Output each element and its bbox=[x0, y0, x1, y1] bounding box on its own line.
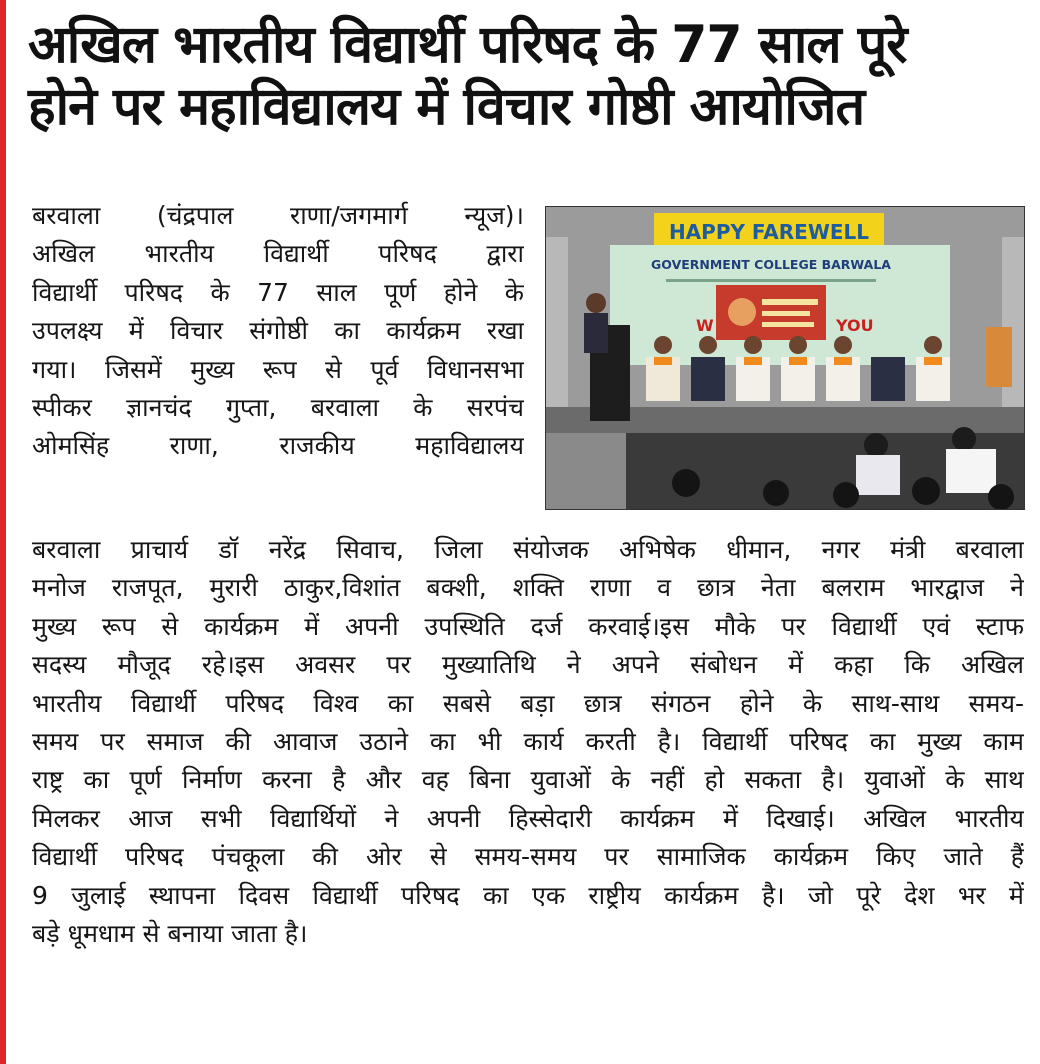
headline bbox=[28, 14, 1028, 138]
article-line: मुख्य रूप से कार्यक्रम में अपनी उपस्थिति दर्ज करवाई।इस मौके पर विद्यार्थी एवं स्टाफ bbox=[32, 611, 1024, 641]
article-line: भारतीय विद्यार्थी परिषद विश्व का सबसे बड़ा छात्र संगठन होने के साथ-साथ समय- bbox=[32, 688, 1024, 718]
article-line: राष्ट्र का पूर्ण निर्माण करना है और वह बिना युवाओं के नहीं हो सकता है। युवाओं के साथ bbox=[32, 765, 1024, 795]
article-line: मनोज राजपूत, मुरारी ठाकुर,विशांत बक्शी, शक्ति राणा व छात्र नेता बलराम भारद्वाज ने bbox=[32, 573, 1024, 603]
banner-welcome-left: W bbox=[696, 316, 714, 335]
article-line: गया। जिसमें मुख्य रूप से पूर्व विधानसभा bbox=[32, 354, 524, 384]
article-line: स्पीकर ज्ञानचंद गुप्ता, बरवाला के सरपंच bbox=[32, 393, 524, 423]
banner-top-text: HAPPY FAREWELL bbox=[668, 220, 870, 244]
article-line: उपलक्ष्य में विचार संगोष्ठी का कार्यक्रम रखा bbox=[32, 316, 524, 346]
article-line: बरवाला प्राचार्य डॉ नरेंद्र सिवाच, जिला संयोजक अभिषेक धीमान, नगर मंत्री बरवाला bbox=[32, 535, 1024, 564]
headline-line-1: अखिल भारतीय विद्यार्थी परिषद के 77 साल पूरे bbox=[28, 15, 907, 75]
article-line: विद्यार्थी परिषद के 77 साल पूर्ण होने के bbox=[32, 277, 524, 307]
article-line: विद्यार्थी परिषद पंचकूला की ओर से समय-समय पर सामाजिक कार्यक्रम किए जाते हैं bbox=[32, 842, 1024, 872]
article-line: ओमसिंह राणा, राजकीय महाविद्यालय bbox=[32, 431, 524, 461]
article-column-narrow bbox=[32, 197, 524, 466]
left-accent-rule bbox=[0, 0, 6, 1064]
event-photo bbox=[545, 206, 1025, 510]
article-line: सदस्य मौजूद रहे।इस अवसर पर मुख्यातिथि ने अपने संबोधन में कहा कि अखिल bbox=[32, 650, 1024, 680]
article-line: अखिल भारतीय विद्यार्थी परिषद द्वारा bbox=[32, 239, 524, 269]
article-line: बड़े धूमधाम से बनाया जाता है। bbox=[32, 919, 308, 949]
banner-college-text: GOVERNMENT COLLEGE BARWALA bbox=[651, 257, 891, 272]
article-line: मिलकर आज सभी विद्यार्थियों ने अपनी हिस्सेदारी कार्यक्रम में दिखाई। अखिल भारतीय bbox=[32, 803, 1024, 833]
banner-welcome-right: YOU bbox=[836, 316, 874, 335]
article-column-wide bbox=[32, 531, 1024, 953]
article-line: बरवाला (चंद्रपाल राणा/जगमार्ग न्यूज)। bbox=[32, 201, 524, 230]
headline-line-2: होने पर महाविद्यालय में विचार गोष्ठी आयोजित bbox=[28, 77, 865, 137]
article-line: 9 जुलाई स्थापना दिवस विद्यार्थी परिषद का एक राष्ट्रीय कार्यक्रम है। जो पूरे देश भर में bbox=[32, 880, 1024, 910]
article-line: समय पर समाज की आवाज उठाने का भी कार्य करती है। विद्यार्थी परिषद का मुख्य काम bbox=[32, 727, 1024, 757]
event-photo-illustration bbox=[546, 207, 1024, 509]
